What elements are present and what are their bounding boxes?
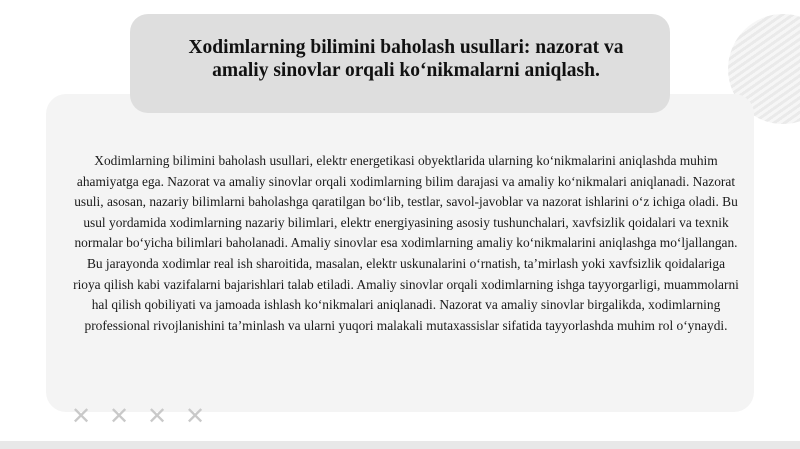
bottom-bar <box>0 441 800 449</box>
x-mark-icon: ✕ <box>146 402 168 430</box>
slide-body-text: Xodimlarning bilimini baholash usullari, elektr energetikasi obyektlarida ularning ko‘nikmalarini aniqlashda muhim ahamiyatga ega. Nazorat va amaliy sinovlar orqali xodimlarning bilim darajasi va amaliy ko‘nikmalari aniqlanadi. Nazorat usuli, asosan, nazariy bilimlarni baholashga qaratilgan bo‘lib, testlar, savol-javoblar va nazorat ishlarini o‘z ichiga oladi. Bu usul yordamida xodimlarning nazariy bilimlari, elektr energiyasining asosiy tushunchalari, xavfsizlik qoidalari va texnik normalar bo‘yicha bilimlari baholanadi. Amaliy sinovlar esa xodimlarning amaliy ko‘nikmalarini aniqlashga mo‘ljallangan. Bu jarayonda xodimlar real ish sharoitida, masalan, elektr uskunalarini o‘rnatish, ta’mirlash yoki xavfsizlik qoidalariga rioya qilish kabi vazifalarni bajarishlari talab etiladi. Amaliy sinovlar orqali xodimlarning ishga tayyorgarligi, muammolarni hal qilish qobiliyati va jamoada ishlash ko‘nikmalari aniqlanadi. Nazorat va amaliy sinovlar birgalikda, xodimlarning professional rivojlanishini ta’minlash va ularni yuqori malakali mutaxassislar sifatida tayyorlashda muhim rol o‘ynaydi. <box>73 153 739 333</box>
x-mark-icon: ✕ <box>184 402 206 430</box>
slide-title: Xodimlarning bilimini baholash usullari: nazorat va amaliy sinovlar orqali ko‘nikmalarni aniqlash. <box>188 37 624 81</box>
x-mark-icon: ✕ <box>108 402 130 430</box>
decorative-x-row <box>70 402 206 430</box>
x-mark-icon: ✕ <box>70 402 92 430</box>
title-panel <box>130 14 670 113</box>
